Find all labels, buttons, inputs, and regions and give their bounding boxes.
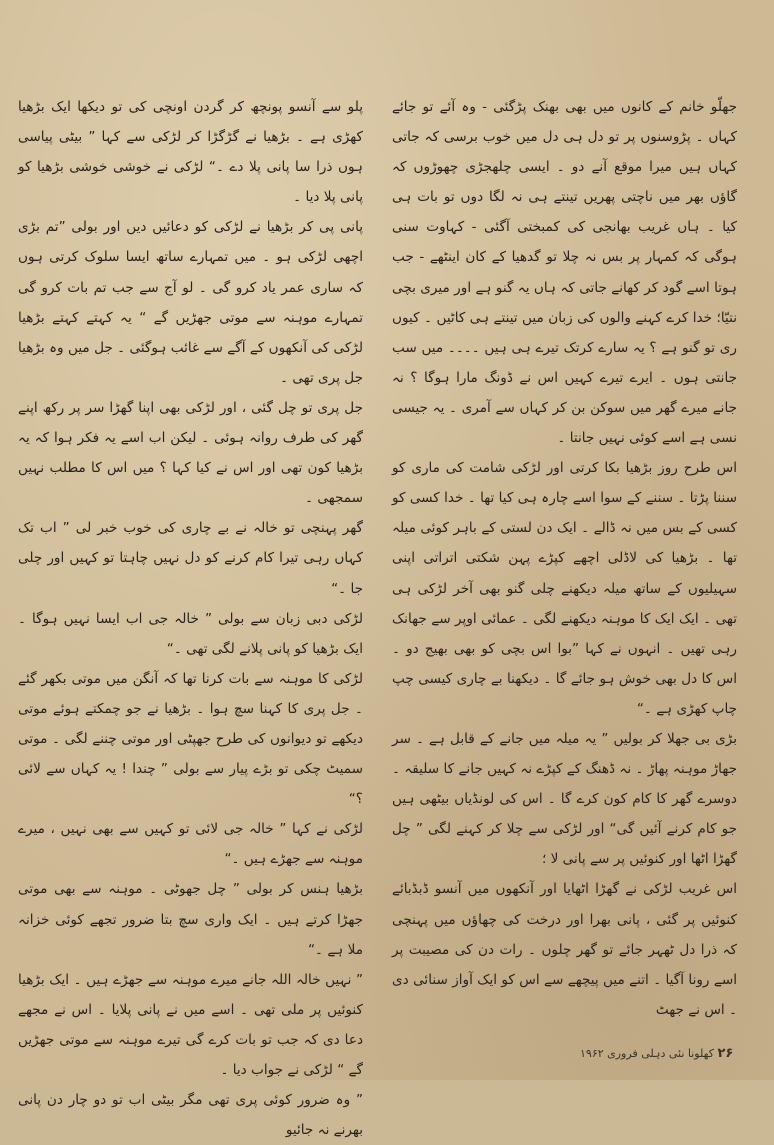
paragraph: لڑکی نے کہا ” خالہ جی لائی تو کہیں سے بھی نہیں ، میرے موہنہ سے جھڑے ہیں ۔“ — [18, 821, 363, 868]
paragraph: لڑکی دبی زبان سے بولی ” خالہ جی اب ایسا نہیں ہوگا ۔ ایک بڑھیا کو پانی پلانے لگی تھی ۔“ — [18, 610, 363, 657]
paragraph: لڑکی کا موہنہ سے بات کرنا تھا کہ آنگن میں موتی بکھر گئے ۔ جل پری کا کہنا سچ ہوا ۔ بڑھیا نے جو چمکتے ہوئے موتی دیکھے تو دیوانوں کی طرح جھپٹی اور موتی چننے لگی ۔ موتی سمیٹ چکی تو بڑے پیار سے بولی ” چندا ! یہ کہاں سے لائی ؟“ — [18, 670, 363, 808]
paragraph: بڑھیا ہنس کر بولی ” چل جھوٹی ۔ موہنہ سے بھی موتی جھڑا کرتے ہیں ۔ ایک واری سچ بتا ضرور تجھے کوئی خزانہ ملا ہے ۔“ — [18, 881, 363, 958]
right-column — [392, 92, 737, 1025]
page-number: ۲۶ — [717, 1046, 734, 1061]
publication-line: کھلونا نئی دہلی فروری ۱۹۶۲ — [580, 1047, 714, 1060]
paragraph: پانی پی کر بڑھیا نے لڑکی کو دعائیں دیں اور بولی ”تم بڑی اچھی لڑکی ہو ۔ میں تمہارے ساتھ ایسا سلوک کرتی ہوں کہ ساری عمر یاد کرو گی ۔ لو آج سے جب تم بات کرو گی تمہارے موہنہ سے موتی جھڑیں گے “ یہ کہتے کہتے بڑھیا لڑکی کی آنکھوں کے آگے سے غائب ہوگئی ۔ جل میں وہ بڑھیا جل پری تھی ۔ — [18, 219, 363, 386]
paragraph: اس غریب لڑکی نے گھڑا اٹھایا اور آنکھوں میں آنسو ڈبڈبائے کنوئیں پر گئی ، پانی بھرا اور درخت کی چھاؤں میں پہنچی کہ ذرا دل ٹھہر جائے تو گھر چلوں ۔ رات دن کی مصیبت پر اسے رونا آگیا ۔ اتنے میں پیچھے سے اس کو ایک آواز سنائی دی ۔ اس نے جھٹ — [392, 881, 737, 1018]
paragraph: اس طرح روز بڑھیا بکا کرتی اور لڑکی شامت کی ماری کو سننا پڑتا ۔ سننے کے سوا اسے چارہ ہی کیا تھا ۔ خدا کسی کو کسی کے بس میں نہ ڈالے ۔ ایک دن لستی کے باہر کوئی میلہ تھا ۔ بڑھیا کی لاڈلی اچھے کپڑے پہن شکتی اتراتی اپنی سہیلیوں کے ساتھ میلہ دیکھنے چلی گنو بھی آخر لڑکی ہی تھی ۔ ایک ایک کا موہنہ دیکھنے لگی ۔ عمائی اوپر سے جھانک رہی تھیں ۔ انہوں نے کہا ”بوا اس بچی کو بھی بھیج دو ۔ اس کا دل بھی خوش ہو جائے گا ۔ دیکھنا بے چاری کیسی چپ چاپ کھڑی ہے ۔“ — [392, 460, 737, 717]
page-footer — [580, 1046, 750, 1061]
paragraph: جل پری تو چل گئی ، اور لڑکی بھی اپنا گھڑا سر پر رکھ اپنے گھر کی طرف روانہ ہوئی ۔ لیکن اب اسے یہ فکر ہوا کہ یہ بڑھیا کون تھی اور اس نے کیا کہا ؟ میں اس کا مطلب نہیں سمجھی ۔ — [18, 399, 363, 507]
paragraph: ” وہ ضرور کوئی پری تھی مگر بیٹی اب تو دو چار دن پانی بھرنے نہ جائیو — [18, 1092, 363, 1139]
paragraph: پلو سے آنسو پونچھ کر گردن اونچی کی تو دیکھا ایک بڑھیا کھڑی ہے ۔ بڑھیا نے گڑگڑا کر لڑکی سے کہا ” بیٹی پیاسی ہوں ذرا سا پانی پلا دے ۔“ لڑکی نے خوشی خوشی بڑھیا کو پانی پلا دیا ۔ — [18, 99, 363, 206]
left-column — [18, 92, 363, 1145]
paragraph: جھلّو خانم کے کانوں میں بھی بھنک پڑگئی - وہ آئے تو جائے کہاں ۔ پڑوسنوں پر تو دل ہی دل میں خوب برسی کہ جاتی کہاں ہیں میرا موقع آنے دو ۔ ایسی چلھجڑی چھوڑوں کہ گاؤں بھر میں ناچتی پھریں تینتے ہی نہ لگا دوں تو بات ہی کیا ۔ ہاں غریب بھانجی کی کمبختی آگئی - کہاوت سنی ہوگی کہ کمہار پر بس نہ چلا تو گدھیا کے کان اینٹھے - جب ہوتا اسے گود کر کھانے جاتی کہ ہاں یہ گنو ہے اور میری بچی نتیّا؛ خدا کرے کہنے والوں کی زبان میں تینتے ہی کاٹیں ۔ کیوں ری تو گنو ہے ؟ یہ سارے کرتک تیرے ہی ہیں ۔۔۔۔ میں سب جانتی ہوں ۔ ایرے تیرے کہیں اس نے ڈونگ مارا ہوگا ؟ نہ جانے میرے گھر میں سوکن بن کر کہاں سے آمری ۔ یہ جیسی نسی ہے اسے کوئی نہیں جانتا ۔ — [392, 99, 737, 447]
paragraph: گھر پہنچی تو خالہ نے بے چاری کی خوب خبر لی ” اب تک کہاں رہی تیرا کام کرنے کو دل نہیں چاہتا تو کہیں اور چلی جا ۔“ — [18, 520, 363, 597]
paragraph: بڑی بی جھلا کر بولیں ” یہ میلہ میں جانے کے قابل ہے ۔ سر جھاڑ موہنہ پھاڑ ۔ نہ ڈھنگ کے کپڑے نہ کہیں جانے کا سلیقہ ۔ دوسرے گھر کا کام کون کرے گا ۔ اس کی لونڈیاں بیٹھی ہیں جو کام کرنے آئیں گی“ اور لڑکی سے چلا کر کہنے لگی ” چل گھڑا اٹھا اور کنوئیں پر سے پانی لا ؛ — [392, 730, 737, 868]
paragraph: ” نہیں خالہ اللہ جانے میرے موہنہ سے جھڑے ہیں ۔ ایک بڑھیا کنوئیں پر ملی تھی ۔ اسے میں نے پانی پلایا ۔ اس نے مجھے دعا دی کہ جب تو بات کرے گی تیرے موہنہ سے موتی جھڑیں گے “ لڑکی نے جواب دیا ۔ — [18, 971, 363, 1078]
